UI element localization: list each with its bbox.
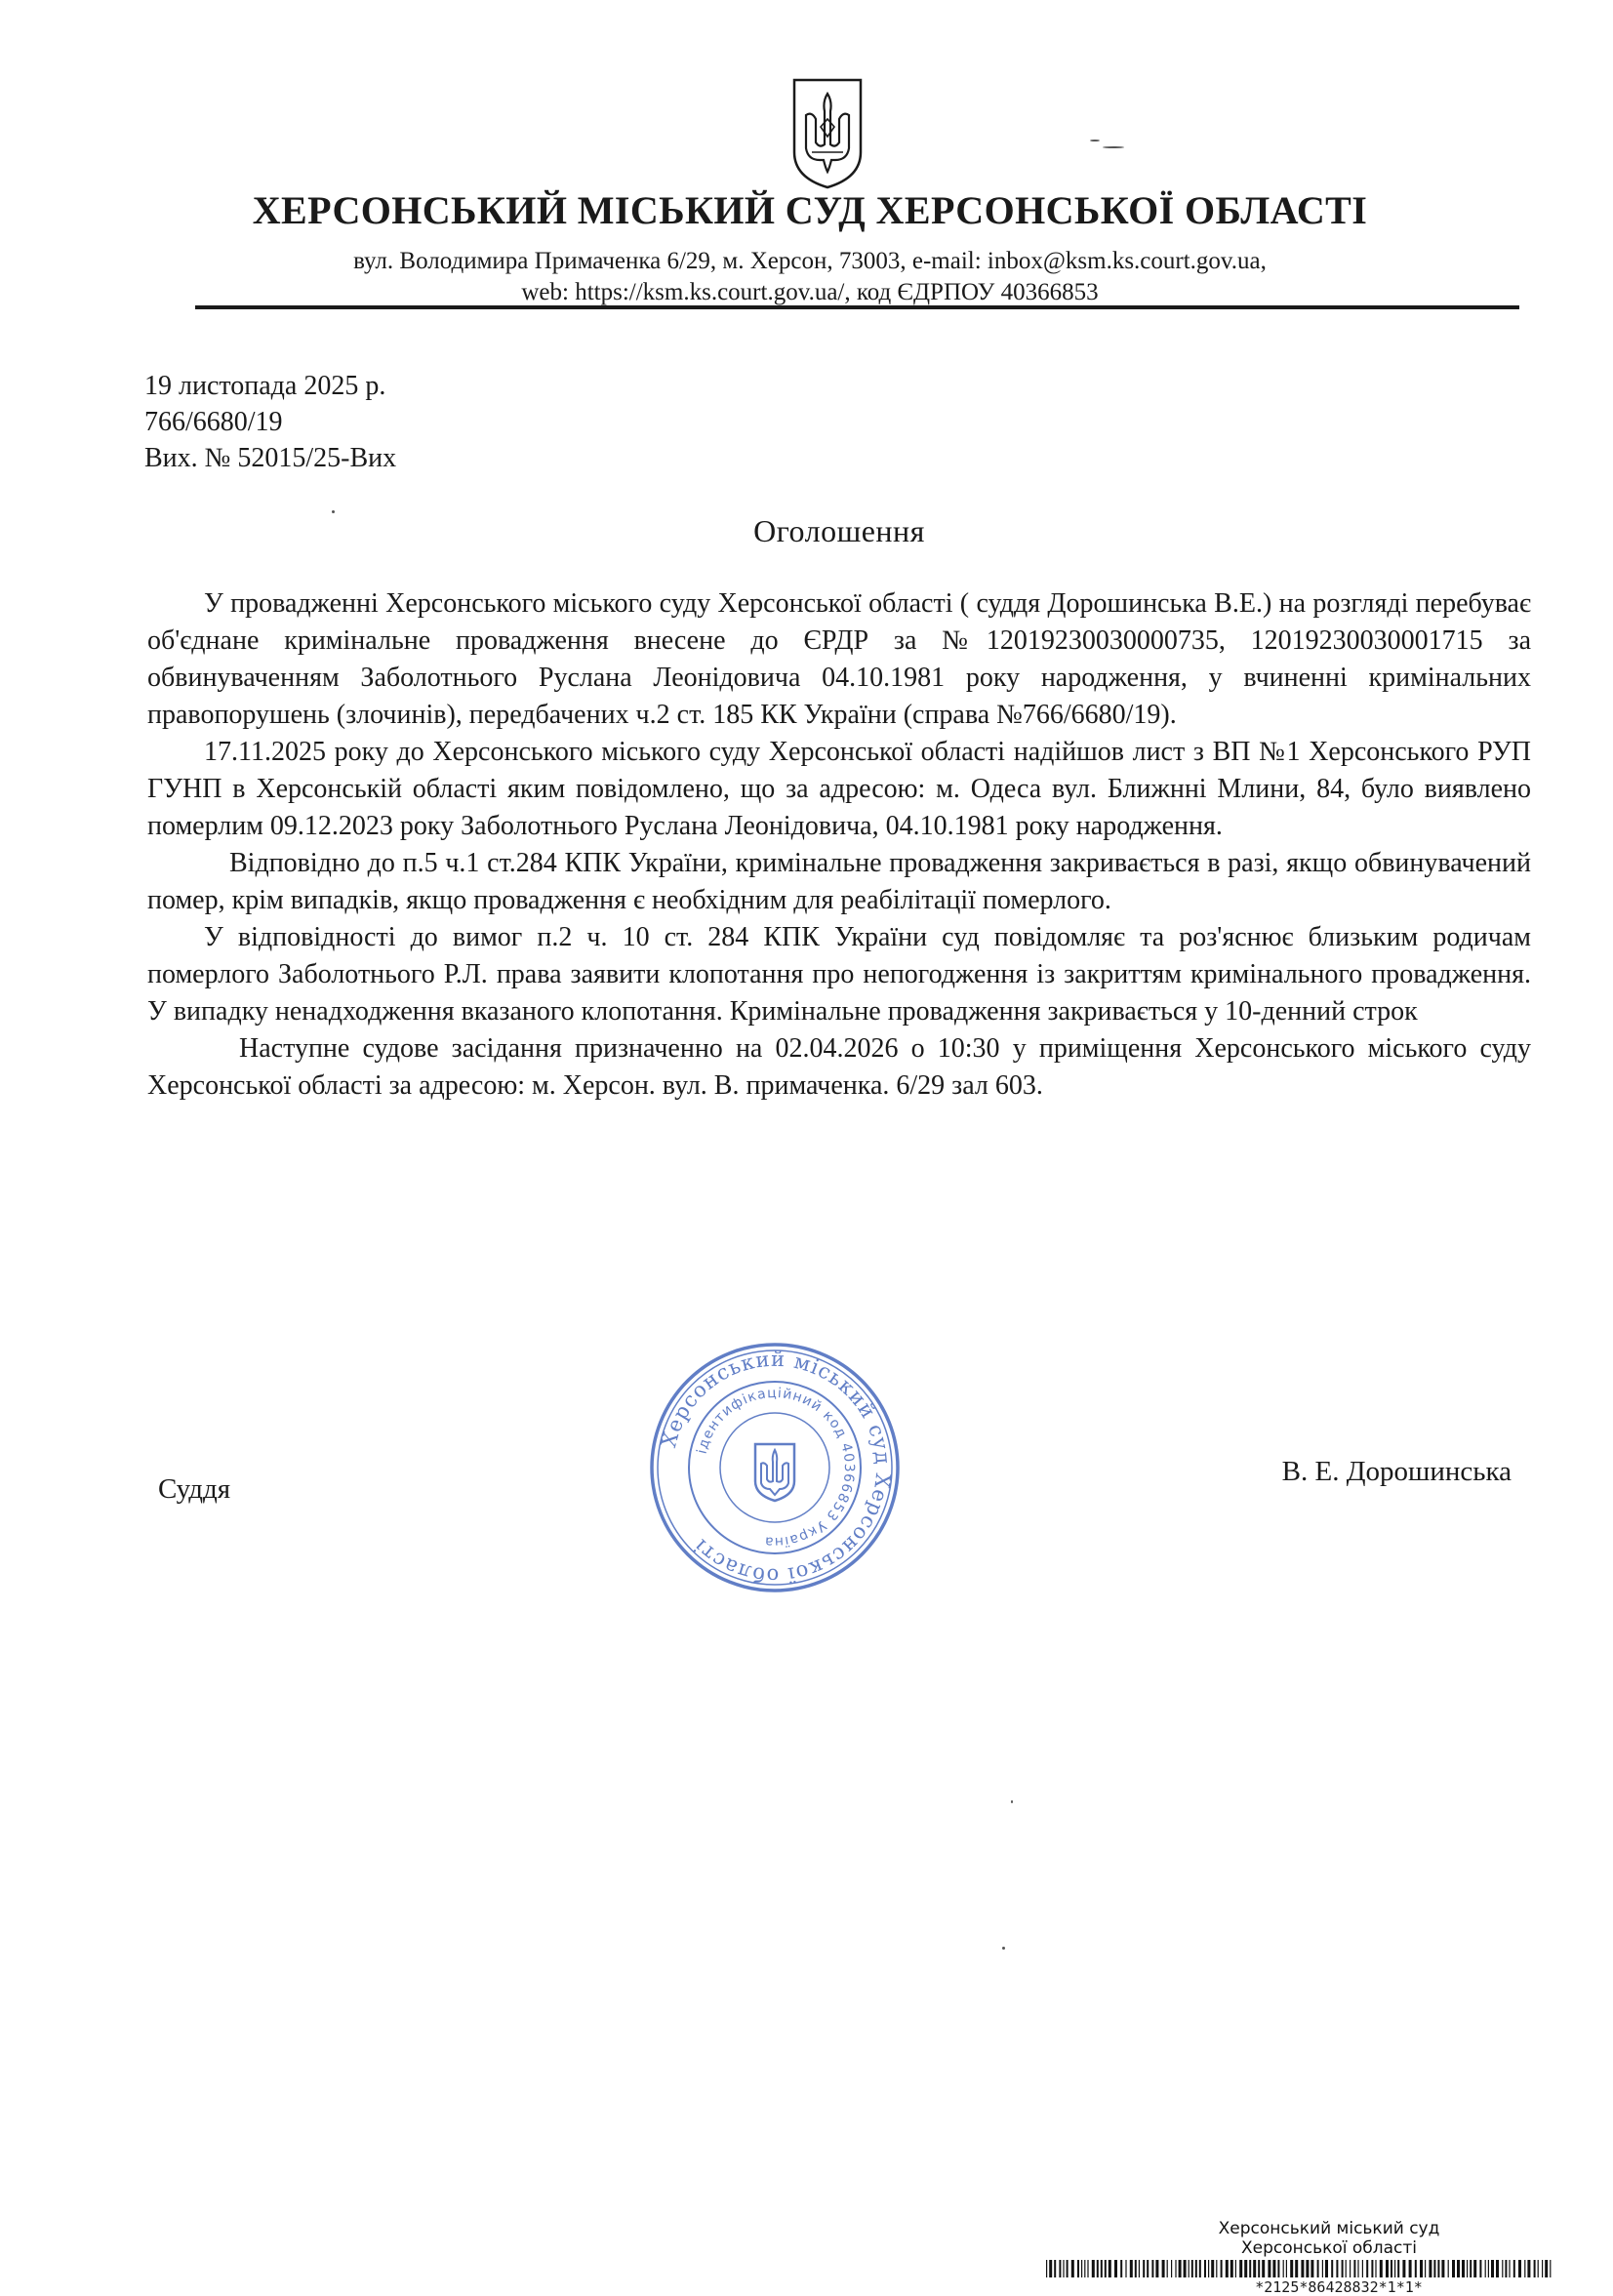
barcode-bar (1394, 2260, 1395, 2277)
scan-speck (1011, 1800, 1013, 1803)
barcode-bar (1524, 2260, 1525, 2277)
document-date: 19 листопада 2025 р. (144, 371, 386, 401)
svg-text:Херсонський міський суд Херсон: Херсонський міський суд Херсонської області (657, 1347, 896, 1589)
barcode-bar (1402, 2260, 1405, 2277)
document-title: Оголошення (753, 513, 925, 548)
barcode-bar (1081, 2260, 1082, 2277)
barcode-bar (1386, 2260, 1389, 2277)
barcode-bar (1130, 2260, 1133, 2277)
body-paragraph: 17.11.2025 року до Херсонського міського суду Херсонської області надійшов лист з ВП №1 Херсонського РУП ГУНП в Херсонській області яким повідомлено, що за адресою: м. Одеса вул. Ближнні Млини, 84, було виявлено померлим 09.12.2023 року Заболотнього Руслана Леонідовича, 04.10.1981 року народження. (147, 737, 1531, 841)
barcode-bar (1306, 2260, 1309, 2277)
barcode-bar (1175, 2260, 1176, 2277)
barcode-bar (1473, 2260, 1476, 2277)
barcode-bar (1366, 2260, 1368, 2277)
barcode-bar (1485, 2260, 1486, 2277)
barcode-bar (1067, 2260, 1069, 2277)
barcode-bar (1322, 2260, 1323, 2277)
barcode-bar (1101, 2260, 1103, 2277)
barcode-bar (1109, 2260, 1111, 2277)
case-number: 766/6680/19 (144, 407, 283, 437)
barcode-bar (1084, 2260, 1085, 2277)
court-web-code: web: https://ksm.ks.court.gov.ua/, код ЄДРПОУ 40366853 (521, 279, 1099, 305)
barcode-bar (1448, 2260, 1449, 2277)
barcode-bar (1244, 2260, 1247, 2277)
barcode-bar (1415, 2260, 1417, 2277)
barcode-bar (1357, 2260, 1358, 2277)
barcode-bar (1353, 2260, 1355, 2277)
barcode-bar (1049, 2260, 1052, 2277)
barcode-bar (1502, 2260, 1503, 2277)
barcode-bar (1409, 2260, 1412, 2277)
barcode-bar (1208, 2260, 1209, 2277)
barcode-bar (1046, 2260, 1047, 2277)
barcode-bar (1441, 2260, 1444, 2277)
barcode-bar (1235, 2260, 1236, 2277)
barcode-bar (1071, 2260, 1074, 2277)
barcode-bar (1249, 2260, 1251, 2277)
barcode-bar (1391, 2260, 1392, 2277)
barcode-bar (1272, 2260, 1275, 2277)
barcode-court-name: Херсонський міський суд (1218, 2219, 1440, 2238)
barcode-bar (1513, 2260, 1515, 2277)
barcode-bar (1470, 2260, 1472, 2277)
barcode-bar (1397, 2260, 1399, 2277)
barcode-bar (1437, 2260, 1439, 2277)
barcode-bar (1317, 2260, 1319, 2277)
barcode-bar (1295, 2260, 1298, 2277)
barcode-bar (1283, 2260, 1284, 2277)
barcode-bar (1425, 2260, 1426, 2277)
barcode-bar (1509, 2260, 1510, 2277)
barcode-bar (1491, 2260, 1494, 2277)
barcode-bar (1331, 2260, 1333, 2277)
barcode-bar (1151, 2260, 1153, 2277)
barcode-bar (1063, 2260, 1064, 2277)
barcode-bar (1545, 2260, 1548, 2277)
barcode-bar (1518, 2260, 1521, 2277)
barcode-bar (1143, 2260, 1145, 2277)
barcode-bar (1342, 2260, 1344, 2277)
barcode-bar (1311, 2260, 1313, 2277)
barcode-bar (1120, 2260, 1122, 2277)
barcode-bar (1325, 2260, 1328, 2277)
barcode-bar (1371, 2260, 1373, 2277)
barcode-bar (1467, 2260, 1468, 2277)
barcode-bar (1488, 2260, 1489, 2277)
court-seal-stamp (646, 1339, 904, 1596)
barcode-bar (1452, 2260, 1455, 2277)
svg-text:ідентифікаційний код 40366853: ідентифікаційний код 40366853 Україна (694, 1385, 858, 1551)
barcode-bar (1301, 2260, 1304, 2277)
barcode-bar (1230, 2260, 1233, 2277)
barcode-bar (1262, 2260, 1265, 2277)
barcode-bar (1135, 2260, 1137, 2277)
barcode-bar (1105, 2260, 1107, 2277)
barcode-bar (1147, 2260, 1149, 2277)
barcode-bar (1155, 2260, 1158, 2277)
barcode-bar (1538, 2260, 1539, 2277)
barcode-bar (1092, 2260, 1095, 2277)
scan-speck (1090, 140, 1100, 141)
barcode-bar (1191, 2260, 1193, 2277)
body-paragraph: У відповідності до вимог п.2 ч. 10 ст. 284 КПК України суд повідомляє та роз'яснює близьким родичам померлого Заболотнього Р.Л. права заявити клопотання про непогодження із закриттям кримінального провадження. У випадку ненадходження вказаного клопотання. Кримінальне провадження закривається у 10-денний строк (147, 922, 1531, 1027)
barcode-bar (1527, 2260, 1530, 2277)
barcode-bar (1336, 2260, 1338, 2277)
barcode-bar (1375, 2260, 1376, 2277)
barcode-bar (1457, 2260, 1460, 2277)
barcode-bar (1534, 2260, 1536, 2277)
barcode-bar (1189, 2260, 1190, 2277)
court-address: вул. Володимира Примаченка 6/29, м. Херсон, 73003, e-mail: inbox@ksm.ks.court.gov.ua, (353, 248, 1267, 274)
barcode-bar (1114, 2260, 1117, 2277)
barcode-bar (1077, 2260, 1079, 2277)
barcode-court-region: Херсонської області (1240, 2238, 1418, 2258)
signature-role: Суддя (158, 1473, 231, 1505)
document-meta (144, 368, 396, 476)
scan-speck (1103, 146, 1124, 148)
barcode-bar (1059, 2260, 1061, 2277)
barcode-bar (1479, 2260, 1481, 2277)
coat-of-arms-icon (790, 76, 865, 191)
barcode-bar (1226, 2260, 1229, 2277)
barcode-bar (1277, 2260, 1279, 2277)
barcode-bar (1179, 2260, 1182, 2277)
barcode-bar (1199, 2260, 1201, 2277)
barcode-bar (1216, 2260, 1217, 2277)
barcode-bar (1239, 2260, 1242, 2277)
barcode-bar (1420, 2260, 1423, 2277)
court-name: ХЕРСОНСЬКИЙ МІСЬКИЙ СУД ХЕРСОНСЬКОЇ ОБЛАСТІ (252, 188, 1368, 232)
barcode-bar (1350, 2260, 1351, 2277)
body-paragraph: Відповідно до п.5 ч.1 ст.284 КПК України, кримінальне провадження закривається в разі, якщо обвинувачений помер, крім випадків, якщо провадження є необхідним для реабілітації померлого. (147, 848, 1531, 915)
barcode-bar (1550, 2260, 1551, 2277)
barcode-bar (1139, 2260, 1140, 2277)
barcode-bar (1433, 2260, 1435, 2277)
barcode-bar (1505, 2260, 1507, 2277)
scan-speck (1002, 1947, 1005, 1950)
header-divider (195, 305, 1519, 309)
barcode-bar (1221, 2260, 1223, 2277)
body-paragraph: У провадженні Херсонського міського суду Херсонської області ( суддя Дорошинська В.Е.) на розгляді перебуває об'єднане кримінальне провадження внесене до ЄРДР за №12019230030000735, 12019230030001715 за обвинуваченням Заболотнього Руслана Леонідовича 04.10.1981 року народження, у вчиненні кримінальних правопорушень (злочинів), передбачених ч.2 ст. 185 КК України (справа №766/6680/19). (147, 588, 1531, 730)
barcode-bar (1125, 2260, 1126, 2277)
barcode-bar (1097, 2260, 1099, 2277)
barcode-bar (1542, 2260, 1543, 2277)
barcode-bar (1268, 2260, 1270, 2277)
barcode-number: *2125*86428832*1*1* (1255, 2278, 1423, 2296)
barcode-bar (1496, 2260, 1499, 2277)
signatory-name: В. Е. Дорошинська (1281, 1456, 1512, 1487)
barcode-bar (1171, 2260, 1172, 2277)
barcode-bar (1087, 2260, 1088, 2277)
scan-speck (332, 510, 335, 513)
document-body (147, 585, 1531, 1105)
barcode-bar (1380, 2260, 1383, 2277)
barcode-bar (1204, 2260, 1206, 2277)
barcode-bar (1184, 2260, 1187, 2277)
barcode-bar (1211, 2260, 1214, 2277)
barcode-bar (1253, 2260, 1256, 2277)
barcode-bar (1167, 2260, 1168, 2277)
barcode-bar (1258, 2260, 1260, 2277)
barcode-bar (1346, 2260, 1347, 2277)
barcode-bar (1462, 2260, 1465, 2277)
barcode-bar (1429, 2260, 1432, 2277)
barcode-bar (1362, 2260, 1363, 2277)
barcode-bar (1290, 2260, 1293, 2277)
body-paragraph: Наступне судове засідання призначенно на 02.04.2026 о 10:30 у приміщення Херсонського міського суду Херсонської області за адресою: м. Херсон. вул. В. примаченка. 6/29 зал 603. (147, 1033, 1531, 1101)
barcode-bar (1054, 2260, 1056, 2277)
barcode-bar (1162, 2260, 1165, 2277)
barcode-bar (1286, 2260, 1287, 2277)
outgoing-number: Вих. № 52015/25-Вих (144, 443, 397, 473)
barcode-bar (1195, 2260, 1197, 2277)
barcode (1046, 2260, 1553, 2277)
